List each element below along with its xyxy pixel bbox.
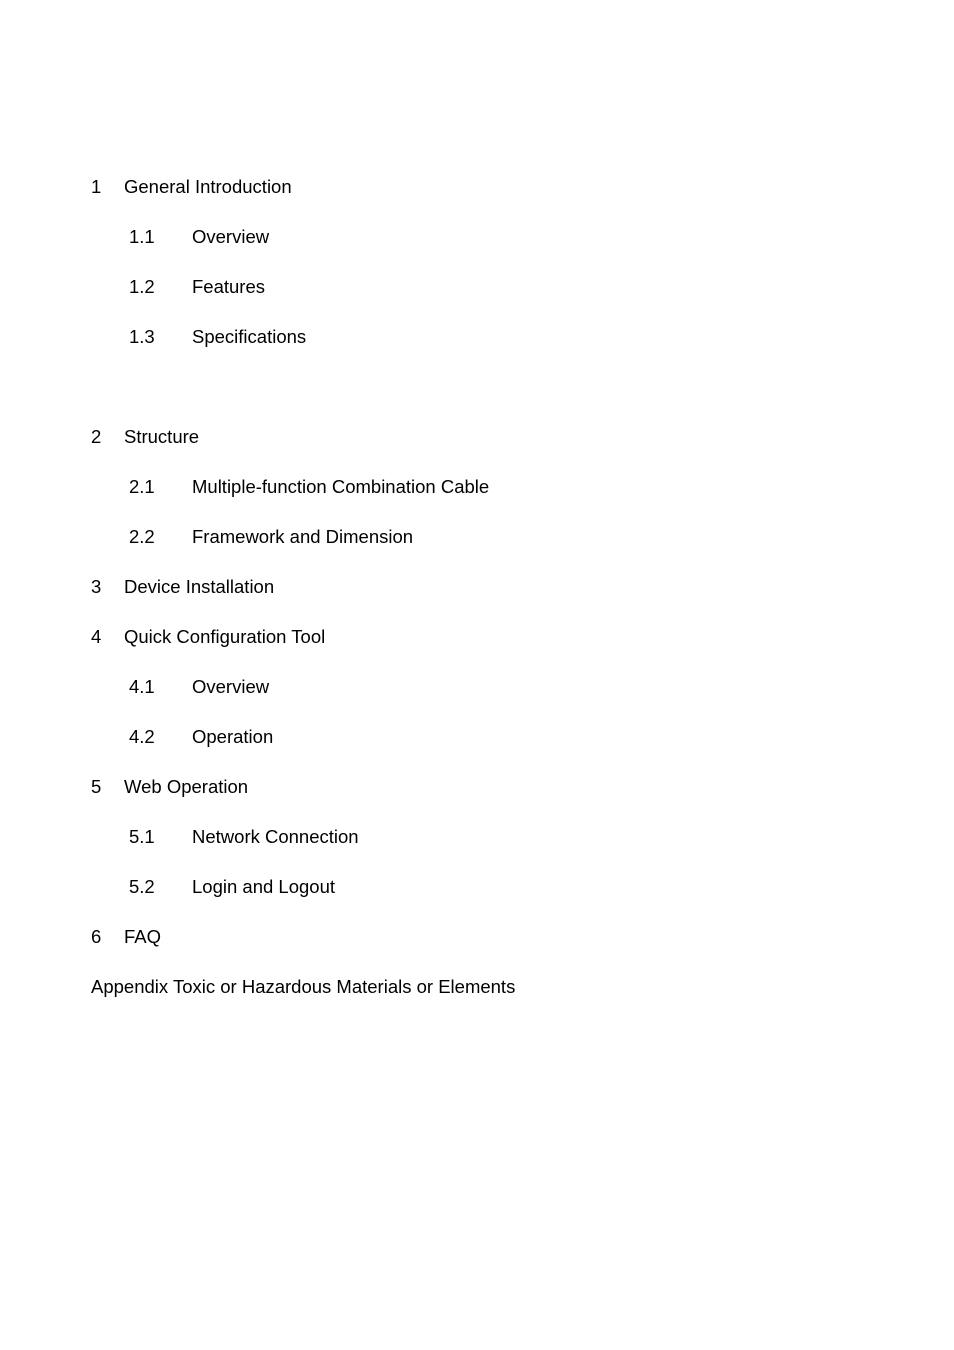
toc-entry-title: Network Connection: [192, 826, 359, 847]
toc-entry-number: 4.2: [129, 726, 155, 747]
toc-entry-title: Login and Logout: [192, 876, 335, 897]
toc-entry-title: Features: [192, 276, 266, 297]
toc-entry-number: 2.1: [129, 476, 155, 497]
toc-entry-number: 5.2: [129, 876, 155, 897]
toc-entry-title: Device Installation: [124, 576, 275, 597]
toc-entry-number: 6: [91, 926, 102, 947]
toc-entry-title: Framework and Dimension: [192, 526, 414, 547]
toc-entry-number: 2.2: [129, 526, 155, 547]
toc-entry-number: 1.2: [129, 276, 155, 297]
toc-entry-number: 1.1: [129, 226, 155, 247]
toc-entry-title: General Introduction: [124, 176, 292, 197]
toc-entry-title: Overview: [192, 226, 270, 247]
toc-entry-number: 1: [91, 176, 102, 197]
toc-entry-title: Quick Configuration Tool: [124, 626, 326, 647]
toc-entry-number: 3: [91, 576, 102, 597]
toc-entry-title: Overview: [192, 676, 270, 697]
toc-entry-number: 1.3: [129, 326, 155, 347]
toc-entry-title: Operation: [192, 726, 274, 747]
toc-entry-title: FAQ: [124, 926, 162, 947]
toc-entry-number: 2: [91, 426, 102, 447]
toc-entry-title: Web Operation: [124, 776, 249, 797]
toc-entry-title: Appendix Toxic or Hazardous Materials or Elements: [91, 976, 516, 997]
toc-entry-title: Specifications: [192, 326, 307, 347]
toc-entry-number: 5: [91, 776, 102, 797]
toc-entry-title: Structure: [124, 426, 200, 447]
toc-entry-number: 5.1: [129, 826, 155, 847]
toc-entry-number: 4.1: [129, 676, 155, 697]
toc-entry-number: 4: [91, 626, 102, 647]
toc-entry-title: Multiple-function Combination Cable: [192, 476, 490, 497]
